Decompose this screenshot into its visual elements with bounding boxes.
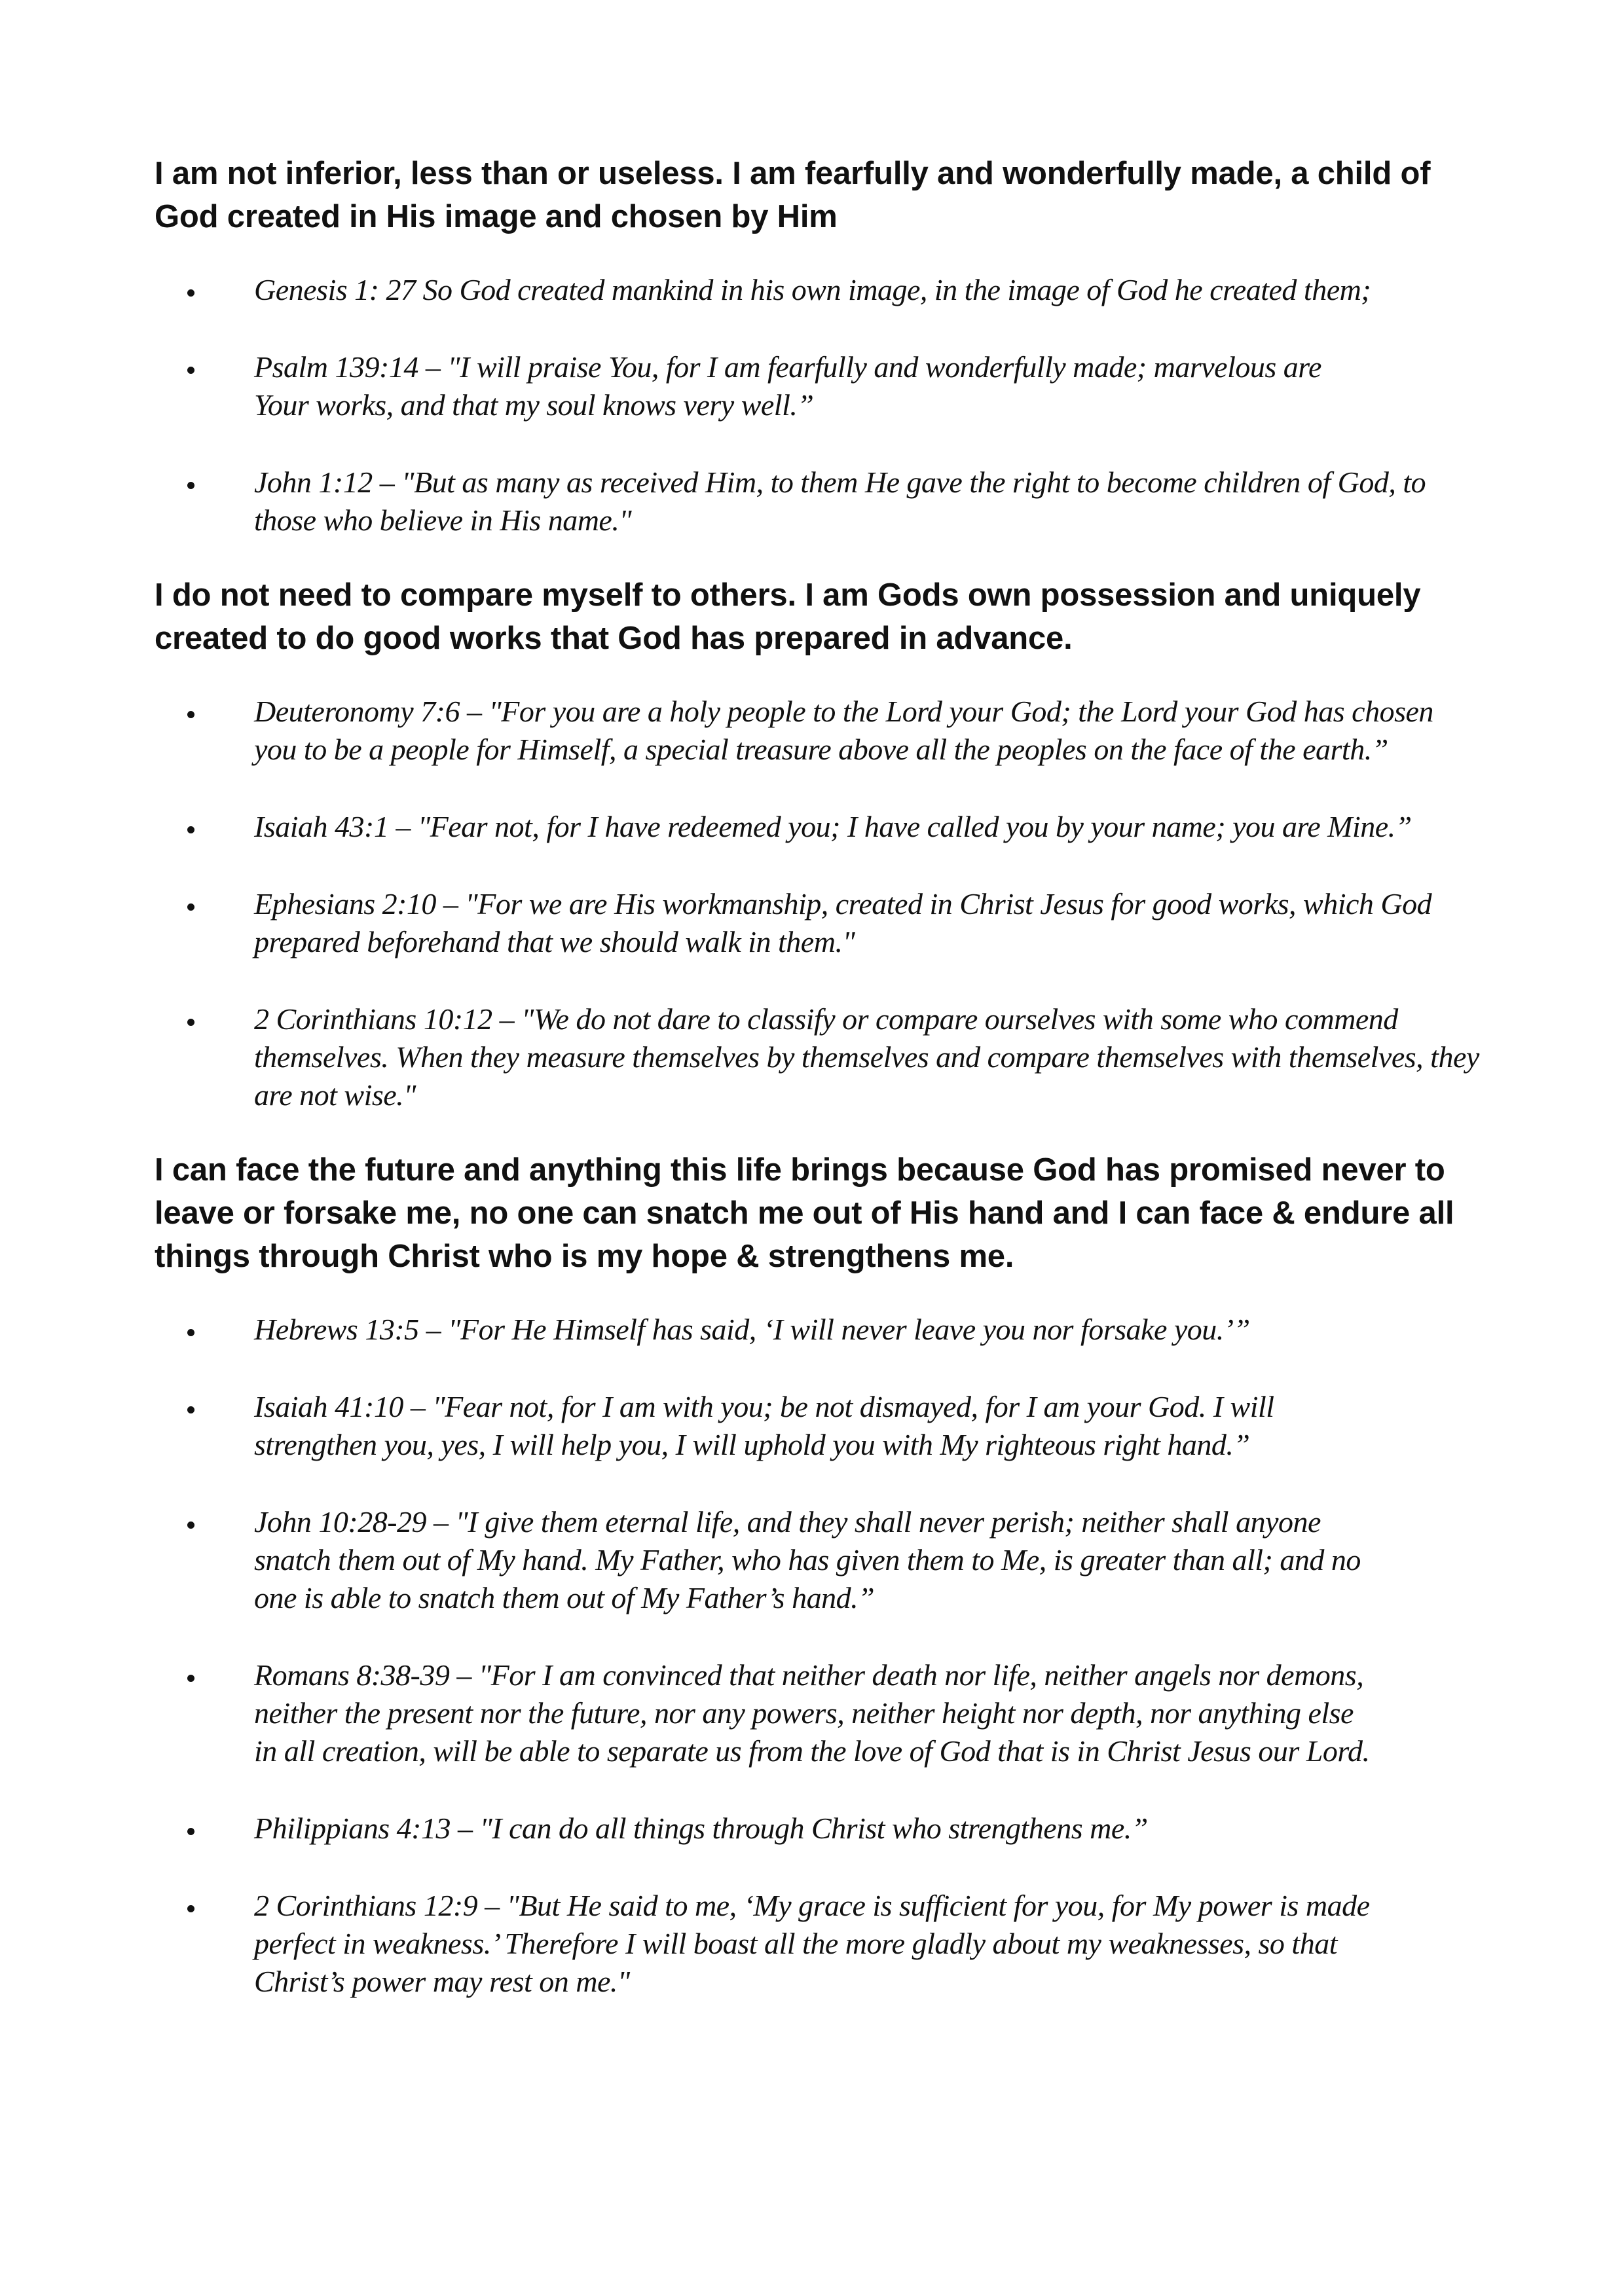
verse-text: Isaiah 43:1 – "Fear not, for I have redeemed you; I have called you by your name; you are Mine.” — [254, 810, 1412, 843]
verse-text: Psalm 139:14 – "I will praise You, for I am fearfully and wonderfully made; marvelous are Your works, and that my soul knows very well.” — [254, 350, 1321, 422]
bullet-icon — [187, 903, 194, 911]
verse-item — [155, 693, 1480, 769]
verse-item — [155, 885, 1480, 961]
section-heading: I am not inferior, less than or useless. I am fearfully and wonderfully made, a child of God created in His image and chosen by Him — [155, 156, 1431, 234]
verse-text: Genesis 1: 27 So God created mankind in his own image, in the image of God he created them; — [254, 273, 1371, 306]
section-comparison — [155, 574, 1480, 1114]
verse-item — [155, 1656, 1380, 1770]
bullet-icon — [187, 711, 194, 718]
verse-item — [155, 271, 1480, 309]
bullet-icon — [187, 1522, 194, 1529]
bullet-icon — [187, 289, 194, 297]
section-heading: I do not need to compare myself to others. I am Gods own possession and uniquely created to do good works that God has prepared in advance. — [155, 577, 1421, 656]
section-future — [155, 1148, 1480, 2001]
bullet-icon — [187, 826, 194, 833]
bullet-icon — [187, 1828, 194, 1835]
bullet-icon — [187, 1675, 194, 1682]
verse-text: Ephesians 2:10 – "For we are His workmanship, created in Christ Jesus for good works, which God prepared beforehand that we should walk in them." — [254, 887, 1432, 958]
verse-item — [155, 1887, 1380, 2001]
section-identity — [155, 152, 1480, 539]
verse-list — [155, 1311, 1480, 2001]
bullet-icon — [187, 1019, 194, 1026]
verse-text: John 1:12 – "But as many as received Him, to them He gave the right to become children of God, to those who believe in His name." — [254, 465, 1426, 537]
verse-text: Hebrews 13:5 – "For He Himself has said, ‘I will never leave you nor forsake you.’” — [254, 1313, 1250, 1346]
verse-item — [155, 1810, 1480, 1848]
verse-item — [155, 1000, 1480, 1114]
bullet-icon — [187, 482, 194, 489]
verse-item — [155, 464, 1480, 539]
verse-text: Isaiah 41:10 – "Fear not, for I am with you; be not dismayed, for I am your God. I will strengthen you, yes, I will help you, I will uphold you with My righteous right hand.” — [254, 1390, 1274, 1461]
verse-item — [155, 1311, 1480, 1349]
verse-item — [155, 1503, 1380, 1617]
verse-item — [155, 808, 1480, 846]
verse-item — [155, 1388, 1380, 1464]
verse-text: Deuteronomy 7:6 – "For you are a holy people to the Lord your God; the Lord your God has chosen you to be a people for Himself, a special treasure above all the peoples on the face of the earth.” — [254, 695, 1433, 766]
verse-text: Philippians 4:13 – "I can do all things through Christ who strengthens me.” — [254, 1812, 1148, 1845]
verse-text: 2 Corinthians 12:9 – "But He said to me, ‘My grace is sufficient for you, for My power is made perfect in weakness.’ Therefore I will boast all the more gladly about my weaknesses, so that Christ’s power may rest on me." — [254, 1889, 1370, 1998]
verse-text: John 10:28-29 – "I give them eternal life, and they shall never perish; neither shall anyone snatch them out of My hand. My Father, who has given them to Me, is greater than all; and no one is able to snatch them out of My Father’s hand.” — [254, 1505, 1361, 1614]
verse-list — [155, 271, 1480, 539]
verse-list — [155, 693, 1480, 1114]
bullet-icon — [187, 1905, 194, 1912]
bullet-icon — [187, 1406, 194, 1413]
section-heading: I can face the future and anything this life brings because God has promised never to leave or forsake me, no one can snatch me out of His hand and I can face & endure all things through Christ who is my hope & strengthens me. — [155, 1152, 1454, 1274]
bullet-icon — [187, 367, 194, 374]
verse-text: Romans 8:38-39 – "For I am convinced that neither death nor life, neither angels nor demons, neither the present nor the future, nor any powers, neither height nor depth, nor anything else in all creation, will be able to separate us from the love of God that is in Christ Jesus our Lord. — [254, 1658, 1370, 1768]
verse-text: 2 Corinthians 10:12 – "We do not dare to classify or compare ourselves with some who commend themselves. When they measure themselves by themselves and compare themselves with themselves, they are not wise." — [254, 1002, 1479, 1112]
verse-item — [155, 348, 1380, 424]
bullet-icon — [187, 1329, 194, 1336]
